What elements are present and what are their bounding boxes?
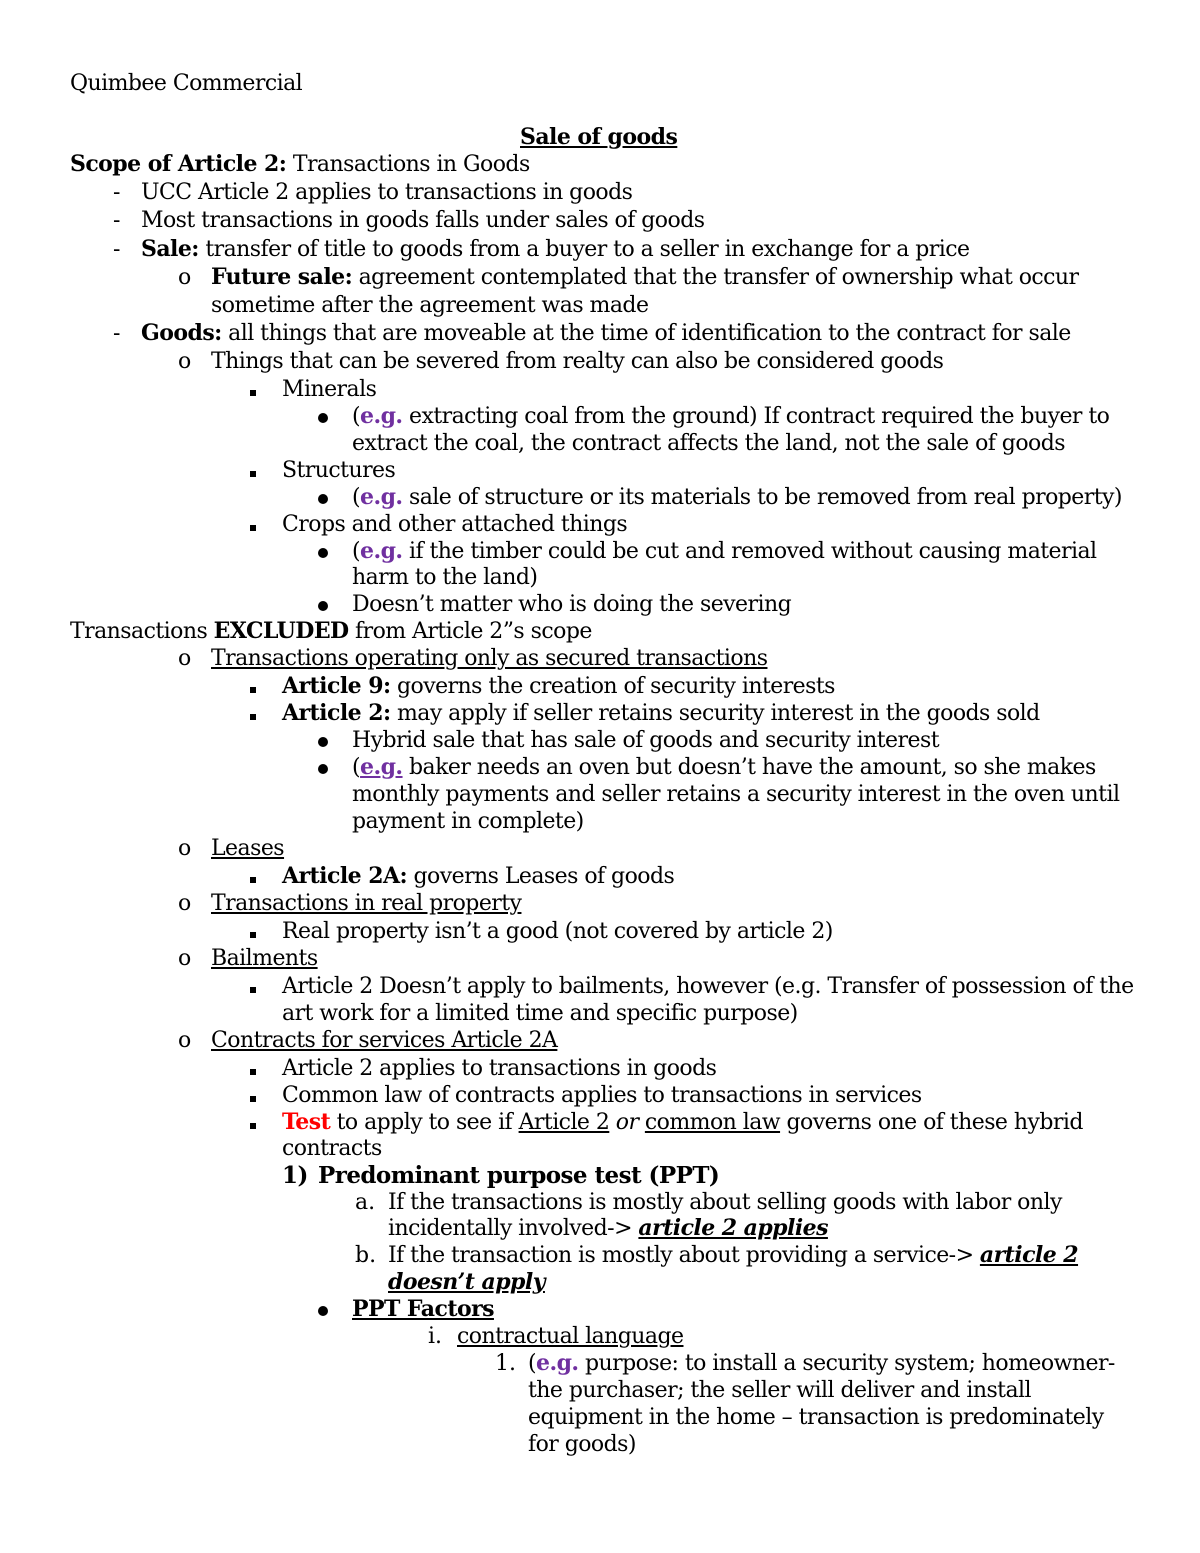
services-common-law: Common law of contracts applies to transactions in services	[282, 1083, 922, 1108]
future-sale-cont: sometime after the agreement was made	[211, 293, 649, 318]
security-system-example: (e.g. purpose: to install a security system; homeowner-	[528, 1350, 1115, 1376]
ppt-factors: PPT Factors	[352, 1296, 494, 1322]
dash-bullet: -	[113, 321, 121, 346]
circle-bullet: o	[178, 836, 192, 861]
dot-bullet	[318, 403, 328, 430]
structures-example: (e.g. sale of structure or its materials to be removed from real property)	[352, 484, 1122, 510]
goods-definition: Goods: all things that are moveable at the time of identification to the contract for sale	[141, 320, 1071, 346]
dot-bullet	[318, 754, 328, 781]
contractual-language: contractual language	[457, 1324, 684, 1349]
bailments-note-cont: art work for a limited time and specific purpose)	[282, 1001, 798, 1026]
security-system-cont2: equipment in the home – transaction is predominately	[528, 1405, 1104, 1430]
square-bullet	[250, 1055, 256, 1082]
square-bullet	[250, 1109, 256, 1136]
baker-example-cont1: monthly payments and seller retains a security interest in the oven until	[352, 782, 1120, 807]
minerals-item: Minerals	[282, 377, 377, 402]
crops-example: (e.g. if the timber could be cut and removed without causing material	[352, 538, 1097, 564]
scope-bullet-2: Most transactions in goods falls under sales of goods	[141, 208, 705, 233]
severed-goods: Things that can be severed from realty can also be considered goods	[211, 349, 944, 374]
dot-bullet	[318, 727, 328, 754]
baker-example-cont2: payment in complete)	[352, 809, 584, 834]
circle-bullet: o	[178, 946, 192, 971]
real-property-item: Transactions in real property	[211, 891, 522, 916]
square-bullet	[250, 511, 256, 538]
test-line-cont: contracts	[282, 1136, 382, 1161]
circle-bullet: o	[178, 1028, 192, 1053]
dash-bullet: -	[113, 208, 121, 233]
article-2-item: Article 2: may apply if seller retains security interest in the goods sold	[282, 700, 1040, 726]
circle-bullet: o	[178, 891, 192, 916]
structures-item: Structures	[282, 458, 396, 483]
ppt-b-cont: doesn’t apply	[388, 1269, 545, 1295]
crops-example-cont: harm to the land)	[352, 565, 538, 590]
future-sale-definition: Future sale: agreement contemplated that the transfer of ownership what occur	[211, 264, 1079, 290]
services-item: Contracts for services Article 2A	[211, 1028, 558, 1053]
circle-bullet: o	[178, 646, 192, 671]
scope-heading: Scope of Article 2: Transactions in Goods	[70, 151, 530, 177]
square-bullet	[250, 973, 256, 1000]
crops-item: Crops and other attached things	[282, 512, 628, 537]
list-marker: 1.	[495, 1351, 516, 1376]
article-9-item: Article 9: governs the creation of security interests	[282, 673, 835, 699]
scope-bullet-1: UCC Article 2 applies to transactions in goods	[141, 180, 633, 205]
dot-bullet	[318, 484, 328, 511]
square-bullet	[250, 1082, 256, 1109]
circle-bullet: o	[178, 349, 192, 374]
ppt-a: If the transactions is mostly about selling goods with labor only	[388, 1190, 1062, 1215]
square-bullet	[250, 918, 256, 945]
bailments-item: Bailments	[211, 946, 318, 971]
minerals-example: (e.g. extracting coal from the ground) If contract required the buyer to	[352, 403, 1110, 429]
square-bullet	[250, 673, 256, 700]
list-marker: i.	[428, 1324, 443, 1349]
document-title: Sale of goods	[520, 124, 678, 150]
excluded-heading: Transactions EXCLUDED from Article 2”s scope	[70, 618, 592, 644]
ppt-a-cont: incidentally involved-> article 2 applies	[388, 1215, 828, 1241]
test-line: Test to apply to see if Article 2 or common law governs one of these hybrid	[282, 1109, 1083, 1135]
dot-bullet	[318, 538, 328, 565]
dash-bullet: -	[113, 180, 121, 205]
ppt-title: Predominant purpose test (PPT)	[318, 1162, 720, 1189]
square-bullet	[250, 700, 256, 727]
sale-definition: Sale: transfer of title to goods from a buyer to a seller in exchange for a price	[141, 236, 970, 262]
ppt-b: If the transaction is mostly about providing a service-> article 2	[388, 1242, 1079, 1268]
list-marker: a.	[355, 1190, 376, 1215]
circle-bullet: o	[178, 265, 192, 290]
bailments-note: Article 2 Doesn’t apply to bailments, however (e.g. Transfer of possession of the	[282, 974, 1134, 999]
baker-example: (e.g. baker needs an oven but doesn’t have the amount, so she makes	[352, 754, 1096, 780]
real-property-note: Real property isn’t a good (not covered by article 2)	[282, 919, 833, 944]
hybrid-sale: Hybrid sale that has sale of goods and security interest	[352, 728, 939, 753]
list-marker: b.	[355, 1243, 377, 1268]
dot-bullet	[318, 591, 328, 618]
services-goods: Article 2 applies to transactions in goods	[282, 1056, 717, 1081]
dot-bullet	[318, 1296, 328, 1323]
minerals-example-cont: extract the coal, the contract affects the land, not the sale of goods	[352, 431, 1066, 456]
square-bullet	[250, 457, 256, 484]
dash-bullet: -	[113, 237, 121, 262]
header-text: Quimbee Commercial	[70, 71, 303, 96]
ppt-number: 1)	[282, 1162, 308, 1189]
square-bullet	[250, 376, 256, 403]
article-2a-item: Article 2A: governs Leases of goods	[282, 863, 675, 889]
secured-transactions: Transactions operating only as secured transactions	[211, 646, 768, 671]
severing-note: Doesn’t matter who is doing the severing	[352, 592, 792, 617]
security-system-cont3: for goods)	[528, 1432, 636, 1457]
security-system-cont1: the purchaser; the seller will deliver and install	[528, 1378, 1032, 1403]
leases-item: Leases	[211, 836, 285, 861]
square-bullet	[250, 863, 256, 890]
